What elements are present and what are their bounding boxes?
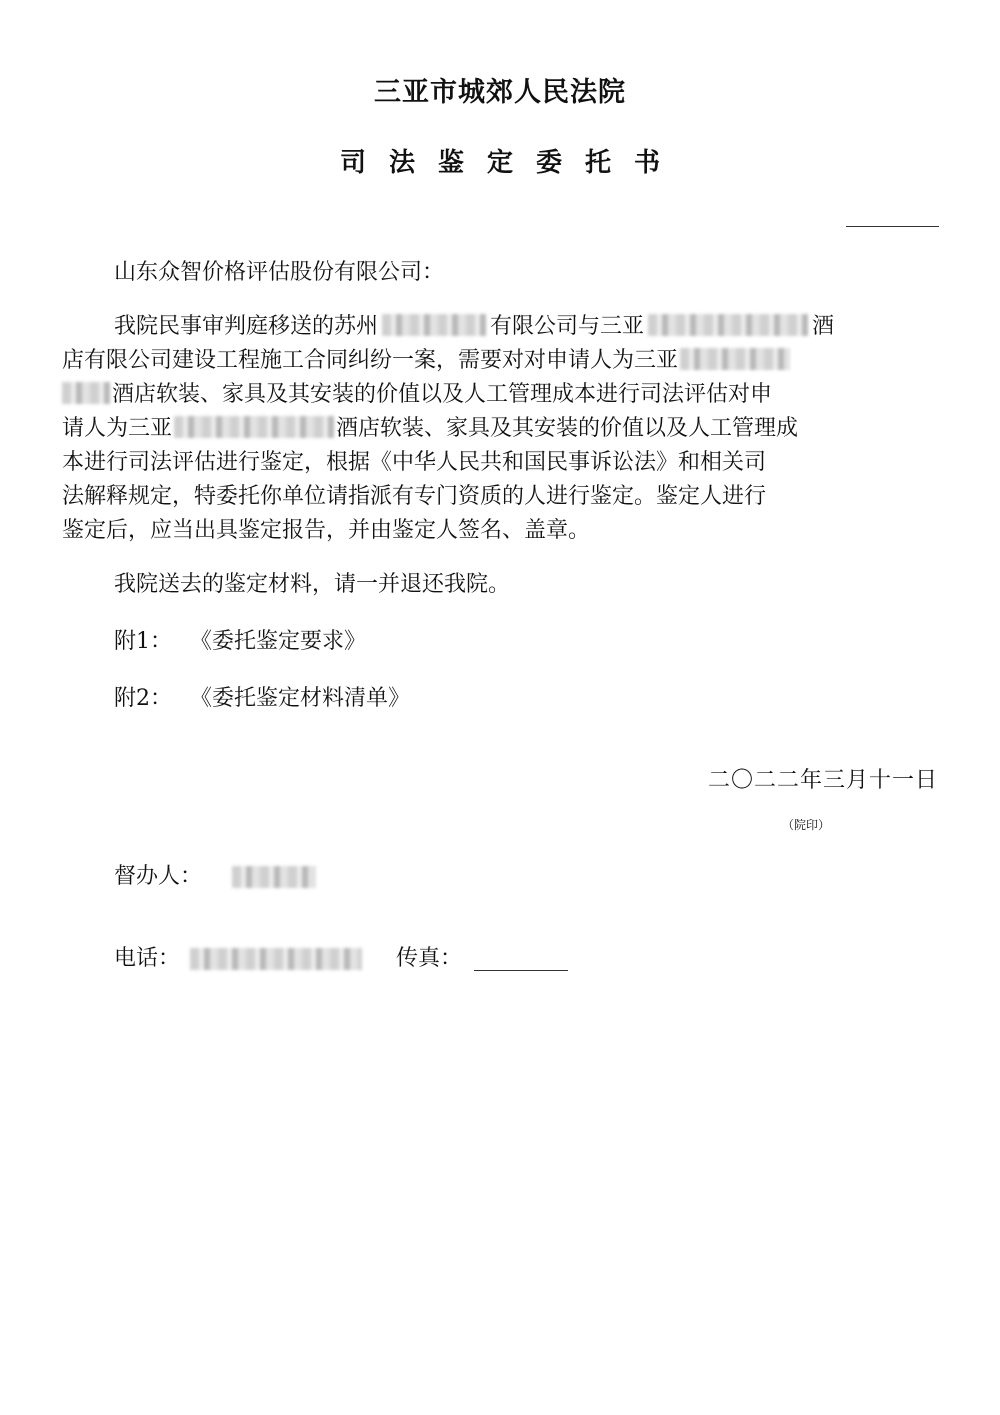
- redacted-block: [382, 314, 486, 336]
- redacted-block: [680, 348, 790, 370]
- phone-label: 电话：: [114, 946, 181, 971]
- body-line-6: 法解释规定，特委托你单位请指派有专门资质的人进行鉴定。鉴定人进行: [62, 484, 767, 509]
- return-note: 我院送去的鉴定材料，请一并退还我院。: [114, 572, 511, 597]
- document-number-line: [846, 226, 939, 227]
- body-text: 请人为三亚: [62, 416, 173, 441]
- document-title: 司法鉴定委托书: [339, 148, 683, 178]
- body-line-4: [62, 412, 922, 446]
- issue-date: 二〇二二年三月十一日: [707, 768, 938, 793]
- body-text: 店有限公司建设工程施工合同纠纷一案，需要对对申请人为三亚: [62, 348, 679, 373]
- body-text: 有限公司与三亚: [490, 314, 645, 339]
- court-name: 三亚市城郊人民法院: [374, 77, 626, 108]
- redacted-block: [648, 314, 808, 336]
- fax-blank-line: [474, 950, 568, 971]
- body-paragraph: [62, 310, 922, 548]
- court-seal-note: （院印）: [782, 818, 831, 832]
- body-line-3: [62, 378, 922, 412]
- fax-label: 传真：: [396, 946, 463, 971]
- attachment-1-title: 《委托鉴定要求》: [190, 629, 367, 654]
- redacted-phone-number: [190, 948, 362, 970]
- body-text: 酒店软装、家具及其安装的价值以及人工管理成本进行司法评估对申: [112, 382, 773, 407]
- body-line-7: 鉴定后，应当出具鉴定报告，并由鉴定人签名、盖章。: [62, 518, 591, 543]
- attachment-2-label: 附2：: [114, 686, 172, 711]
- supervisor-label: 督办人：: [114, 864, 203, 889]
- body-text: 酒店软装、家具及其安装的价值以及人工管理成: [336, 416, 799, 441]
- redacted-supervisor-name: [232, 866, 316, 888]
- body-text: 我院民事审判庭移送的苏州: [114, 314, 379, 339]
- addressee: 山东众智价格评估股份有限公司：: [114, 260, 445, 285]
- body-text: 酒: [812, 314, 835, 339]
- redacted-block: [62, 382, 110, 404]
- attachment-2-title: 《委托鉴定材料清单》: [190, 686, 411, 711]
- redacted-block: [174, 416, 334, 438]
- attachment-1-label: 附1：: [114, 629, 172, 654]
- body-line-2: [62, 344, 922, 378]
- body-line-1: [62, 310, 922, 344]
- body-line-5: 本进行司法评估进行鉴定，根据《中华人民共和国民事诉讼法》和相关司: [62, 450, 767, 475]
